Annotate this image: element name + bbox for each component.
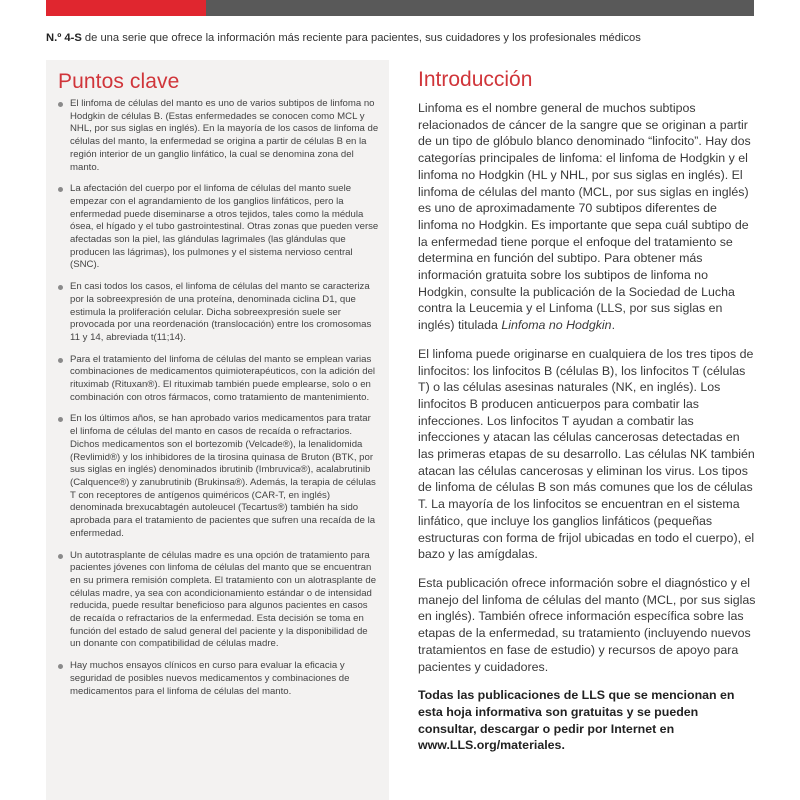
key-point-text: En los últimos años, se han aprobado varios medicamentos para tratar el linfoma de células del manto en casos de recaída o refractarios. Dichos medicamentos son el bortezomib (Velcade®), la lenalidomida (Revlimid®) y los inhibidores de la tirosina quinasa de Bruton (BTK, por sus siglas en inglés) denominados ibrutinib (Imbruvica®), acalabrutinib (Calquence®) y zanubrutinib (Brukinsa®). Además, la terapia de células T con receptores de antígenos quiméricos (CAR-T, en inglés) denominada brexucabtagén autoleucel (Tecartus®) también ha sido aprobada para el tratamiento de pacientes que sufren una recaída de la enfermedad.: [70, 413, 376, 539]
intro-p1-end: .: [611, 318, 616, 333]
intro-paragraph-3: Esta publicación ofrece información sobre el diagnóstico y el manejo del linfoma de células del manto (MCL, por sus siglas en inglés). También ofrece información específica sobre las etapas de la enfermedad, su tratamiento (incluyendo nuevos tratamientos en fase de estudio) y recursos de apoyo para pacientes y cuidadores.: [418, 575, 756, 674]
key-point-item: [58, 550, 379, 652]
bullet-icon: [58, 664, 63, 669]
intro-paragraph-2: El linfoma puede originarse en cualquiera de los tres tipos de linfocitos: los linfocitos B (células B), los linfocitos T (células T) o las células asesinas naturales (NK, en inglés). Los linfocitos B producen anticuerpos para combatir las infecciones. Los linfocitos T ayudan a combatir las infecciones y atacan las células cancerosas detectadas en las primeras etapas de su desarrollo. Las células NK también atacan las células cancerosas y eliminan los virus. Los tipos de linfoma de células B son más comunes que los de células T. La mayoría de los linfocitos se encuentran en el sistema linfático, que incluye los ganglios linfáticos (pequeñas estructuras con forma de frijol ubicadas en todo el cuerpo), el bazo y las amígdalas.: [418, 346, 755, 562]
intro-p1-text: Linfoma es el nombre general de muchos subtipos relacionados de cáncer de la sangre que se originan a partir de un tipo de glóbulo blanco denominado “linfocito”. Hay dos categorías principales de linfoma: el linfoma de Hodgkin y el linfoma no Hodgkin (HL y NHL, por sus siglas en inglés). El linfoma de células del manto (MCL, por sus siglas en inglés) es uno de aproximadamente 70 subtipos diferentes de linfoma no Hodgkin. Es importante que sepa cuál subtipo de la enfermedad tiene porque el enfoque del tratamiento se determina en función del subtipo. Para obtener más información gratuita sobre los subtipos de linfoma no Hodgkin, consulte la publicación de la Sociedad de Lucha contra la Leucemia y el Linfoma (LLS, por sus siglas en inglés) titulada: [418, 101, 751, 333]
key-point-item: [58, 183, 379, 272]
key-point-item: [58, 354, 379, 405]
bullet-icon: [58, 187, 63, 192]
key-point-item: [58, 281, 379, 345]
bullet-icon: [58, 285, 63, 290]
key-points-title: Puntos clave: [58, 70, 180, 93]
accent-bar-red: [46, 0, 206, 16]
bullet-icon: [58, 417, 63, 422]
key-point-text: En casi todos los casos, el linfoma de células del manto se caracteriza por la sobreexpresión de una proteína, denominada ciclina D1, que estimula la proliferación celular. Dicha sobreexpresión suele ser provocada por una reordenación (translocación) entre los cromosomas 11 y 14, abreviada t(11;14).: [70, 281, 372, 343]
bullet-icon: [58, 358, 63, 363]
key-points-list: [58, 98, 379, 698]
key-point-text: Para el tratamiento del linfoma de células del manto se emplean varias combinaciones de medicamentos quimioterapéuticos, con la adición del rituximab (Rituxan®). El rituximab también puede emplearse, solo o en combinación con otros fármacos, como tratamiento de mantenimiento.: [70, 353, 376, 403]
intro-paragraph-1: [418, 100, 758, 334]
key-point-item: [58, 660, 379, 698]
key-point-item: [58, 413, 379, 540]
publication-title: Linfoma no Hodgkin: [501, 318, 612, 333]
series-description: de una serie que ofrece la información más reciente para pacientes, sus cuidadores y los profesionales médicos: [81, 32, 641, 44]
key-point-item: [58, 98, 379, 174]
series-number: N.º 4-S: [46, 32, 82, 44]
top-color-bar: [0, 0, 800, 16]
key-point-text: El linfoma de células del manto es uno de varios subtipos de linfoma no Hodgkin de células B. (Estas enfermedades se conocen como MCL y NHL, por sus siglas en inglés). En la mayoría de los casos de linfoma de células del manto, la enfermedad se origina a partir de células B en la región interior de un ganglio linfático, la cual se denomina zona del manto.: [70, 98, 379, 173]
key-point-text: La afectación del cuerpo por el linfoma de células del manto suele empezar con el agrandamiento de los ganglios linfáticos, pero la enfermedad puede diseminarse a otros tejidos, tales como la médula ósea, el hígado y el tubo gastrointestinal. Otras zonas que pueden verse afectadas son la piel, las glándulas lagrimales (las glándulas que producen las lágrimas), los pulmones y el sistema nervioso central (SNC).: [70, 183, 379, 271]
series-line: [46, 32, 756, 44]
key-point-text: Un autotrasplante de células madre es una opción de tratamiento para pacientes jóvenes con linfoma de células del manto que se encuentran en su primera remisión completa. El tratamiento con un alotrasplante de células madre, ya sea con acondicionamiento estándar o de intensidad reducida, puede resultar beneficioso para algunos pacientes en casos de recaída o refractarios de la enfermedad. Esta decisión se toma en función del estado de salud general del paciente y la disponibilidad de un donante con compatibilidad de células madre.: [70, 549, 377, 650]
introduction-title: Introducción: [418, 68, 533, 91]
bullet-icon: [58, 102, 63, 107]
band-bar-gray: [206, 0, 754, 16]
intro-paragraph-4: Todas las publicaciones de LLS que se mencionan en esta hoja informativa son gratuitas y se pueden consultar, descargar o pedir por Internet en www.LLS.org/materiales.: [418, 688, 735, 753]
key-point-text: Hay muchos ensayos clínicos en curso para evaluar la eficacia y seguridad de posibles nuevos medicamentos y combinaciones de medicamentos para el linfoma de células del manto.: [70, 660, 350, 697]
key-points-box: [46, 60, 389, 800]
bullet-icon: [58, 554, 63, 559]
introduction-section: [418, 68, 758, 766]
